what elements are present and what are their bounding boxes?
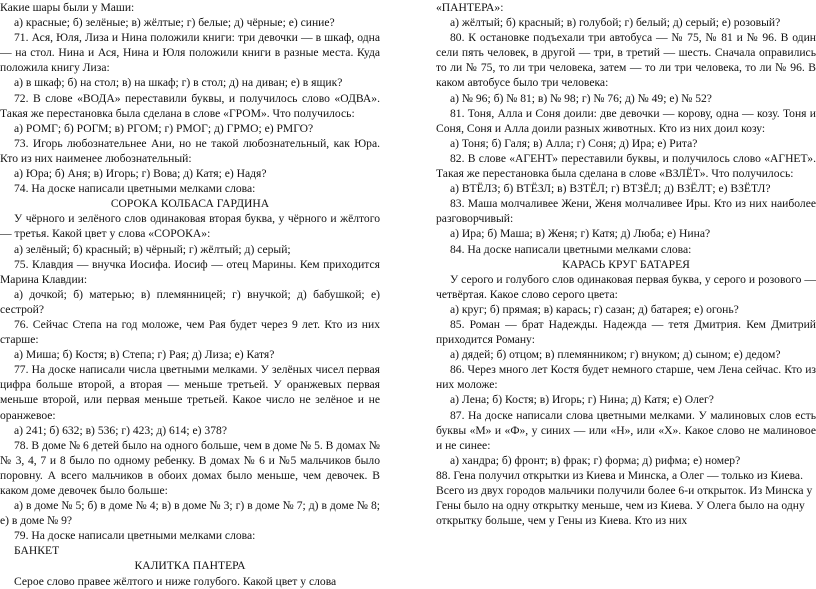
right-paragraph: 80. К остановке подъехали три автобуса — № 75, № 81 и № 96. В один сели пять человек, в другой — три, в третий — шесть. Сначала оправились то ли № 75, то ли три человека, затем — то ли три человека, то ли № 96. В каком автобусе было три человека: [436,31,816,90]
left-paragraph: а) Миша; б) Костя; в) Степа; г) Рая; д) Лиза; е) Катя? [14,348,275,362]
left-paragraph: 78. В доме № 6 детей было на одного больше, чем в доме № 5. В домах №№ 3, 4, 7 и 8 было по одному ребенку. В домах № 6 и №5 мальчиков было поровну. А всего мальчиков в обоих домах было меньше, чем девочек. В каком доме девочек было больше: [0,438,380,497]
left-paragraph: 76. Сейчас Степа на год моложе, чем Рая будет через 9 лет. Кто из них старше: [0,317,380,347]
left-paragraph: 74. На доске написали цветными мелками слова: [14,182,256,196]
right-paragraph: 82. В слове «АГЕНТ» переставили буквы, и получилось слово «АГНЕТ». Такая же перестановка была сделана в слове «ВЗЛЁТ». Что получилось: [436,151,816,181]
right-paragraph: а) № 96; б) № 81; в) № 98; г) № 76; д) № 49; е) № 52? [450,91,712,105]
right-paragraph: У серого и голубого слов одинаковая первая буква, у серого и розового — четвёртая. Какое слово серого цвета: [436,272,816,301]
right-paragraph: 81. Тоня, Алла и Соня доили: две девочки — корову, одна — козу. Тоня и Соня, Соня и Алла доили разных животных. Кто из них доил козу: [436,106,816,135]
right-paragraph: а) Ира; б) Маша; в) Женя; г) Катя; д) Люба; е) Нина? [450,227,711,241]
right-paragraph: а) Лена; б) Костя; в) Игорь; г) Нина; д) Катя; е) Олег? [450,393,714,407]
left-paragraph: СОРОКА КОЛБАСА ГАРДИНА [110,197,270,211]
right-paragraph: 83. Маша молчаливее Жени, Женя молчаливее Иры. Кто из них наиболее разговорчивый: [436,197,816,226]
right-paragraph: а) жёлтый; б) красный; в) голубой; г) белый; д) серый; е) розовый? [450,16,781,30]
left-paragraph: БАНКЕТ [14,544,60,558]
left-paragraph: а) 241; б) 632; в) 536; г) 423; д) 614; е) 378? [14,423,227,437]
right-paragraph: 86. Через много лет Костя будет немного старше, чем Лена сейчас. Кто из них моложе: [436,363,816,392]
left-paragraph: КАЛИТКА ПАНТЕРА [134,559,246,573]
left-paragraph: 79. На доске написали цветными мелками слова: [14,529,256,543]
left-paragraph: 75. Клавдия — внучка Иосифа. Иосиф — отец Марины. Кем приходится Марина Клавдии: [0,257,380,286]
left-paragraph: 71. Ася, Юля, Лиза и Нина положили книги: три девочки — в шкаф, одна — на стол. Нина и Ася, Нина и Юля положили книги в разные места. Куда положила книгу Лиза: [0,31,380,75]
right-paragraph: 85. Роман — брат Надежды. Надежда — тетя Дмитрия. Кем Дмитрий приходится Роману: [436,317,816,347]
left-paragraph: 72. В слове «ВОДА» переставили буквы, и получилось слово «ОДВА». Такая же перестановка была сделана в слове «ГРОМ». Что получилось: [0,91,380,120]
left-paragraph: 73. Игорь любознательнее Ани, но не такой любознательный, как Юра. Кто из них наименее любознательный: [0,136,380,165]
right-paragraph: 84. На доске написали цветными мелками слова: [450,242,692,256]
left-paragraph: Какие шары были у Маши: [0,1,135,14]
right-paragraph: КАРАСЬ КРУГ БАТАРЕЯ [562,257,690,271]
right-paragraph: а) круг; б) прямая; в) карась; г) сазан; д) батарея; е) огонь? [450,302,739,316]
right-paragraph: 87. На доске написали слова цветными мелками. У малиновых слов есть буквы «М» и «Ф», у синих — или «Н», или «Х». Какое слово не малиновое и не синее: [436,408,816,452]
left-paragraph: а) Юра; б) Аня; в) Игорь; г) Вова; д) Катя; е) Надя? [14,167,267,181]
left-paragraph: а) зелёный; б) красный; в) чёрный; г) жёлтый; д) серый; [14,242,291,256]
right-paragraph: а) Тоня; б) Галя; в) Алла; г) Соня; д) Ира; е) Рита? [450,136,698,150]
left-paragraph: а) в шкаф; б) на стол; в) на шкаф; г) в стол; д) на диван; е) в ящик? [14,76,343,90]
left-paragraph: Серое слово правее жёлтого и ниже голубого. Какой цвет у слова [14,574,337,588]
right-paragraph: а) хандра; б) фронт; в) фрак; г) форма; д) рифма; е) номер? [450,453,741,467]
left-paragraph: 77. На доске написали числа цветными мелками. У зелёных чисел первая цифра больше второй, а вторая — меньше третьей. У оранжевых первая меньше второй, или первая меньше третьей. Какое число не зелёное и не оранжевое: [0,363,380,422]
left-column [0,0,380,589]
right-column [436,0,816,528]
left-paragraph: У чёрного и зелёного слов одинаковая вторая буква, у чёрного и жёлтого — третья. Какой цвет у слова «СОРОКА»: [0,212,380,241]
left-paragraph: а) красные; б) зелёные; в) жёлтые; г) белые; д) чёрные; е) синие? [14,16,335,30]
left-paragraph: а) РОМГ; б) РОГМ; в) РГОМ; г) РМОГ; д) ГРМО; е) РМГО? [14,121,314,135]
right-paragraph: «ПАНТЕРА»: [436,1,504,14]
right-paragraph: 88. Гена получил открытки из Киева и Минска, а Олег — только из Киева. Всего из двух городов мальчики получили более 6-и открыток. Из Минска у Гены было на одну открытку меньше, чем из Киева. У Олега было на одну открытку больше, чем у Гены из Киева. Кто из них [436,468,813,528]
left-paragraph: а) дочкой; б) матерью; в) племянницей; г) внучкой; д) бабушкой; е) сестрой? [0,287,380,316]
right-paragraph: а) ВТЁЛЗ; б) ВТЁЗЛ; в) ВЗТЁЛ; г) ВТЗЁЛ; д) ВЗЁЛТ; е) ВЗЁТЛ? [450,182,771,196]
right-paragraph: а) дядей; б) отцом; в) племянником; г) внуком; д) сыном; е) дедом? [450,348,781,362]
left-paragraph: а) в доме № 5; б) в доме № 4; в) в доме № 3; г) в доме № 7; д) в доме № 8; е) в доме № 9? [0,499,380,528]
